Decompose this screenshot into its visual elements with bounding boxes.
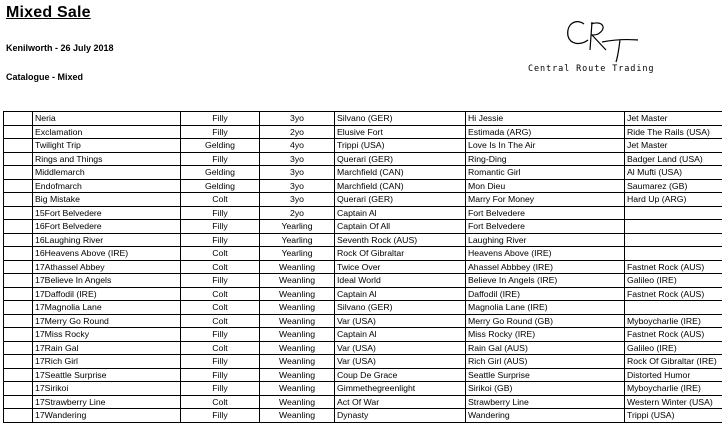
dam-cell: Hi Jessie — [466, 112, 625, 126]
table-row — [4, 301, 722, 315]
age-cell: Weanling — [260, 328, 335, 342]
broodmare-sire-cell: Trippi (USA) — [625, 409, 722, 423]
broodmare-sire-cell: Myboycharlie (IRE) — [625, 382, 722, 396]
age-cell: 2yo — [260, 206, 335, 220]
table-row — [4, 233, 722, 247]
dam-cell: Miss Rocky (IRE) — [466, 328, 625, 342]
age-cell: Weanling — [260, 287, 335, 301]
sex-cell: Filly — [181, 206, 260, 220]
sire-cell: Silvano (GER) — [335, 112, 466, 126]
sire-cell: Dynasty — [335, 409, 466, 423]
horse-name-cell: 17Believe In Angels — [33, 274, 181, 288]
dam-cell: Believe In Angels (IRE) — [466, 274, 625, 288]
horse-name-cell: 17Rich Girl — [33, 355, 181, 369]
horse-name-cell: Twilight Trip — [33, 139, 181, 153]
age-cell: 2yo — [260, 125, 335, 139]
table-row — [4, 382, 722, 396]
lot-number-cell — [4, 193, 33, 207]
table-row — [4, 152, 722, 166]
broodmare-sire-cell — [625, 247, 722, 261]
horse-name-cell: Middlemarch — [33, 166, 181, 180]
broodmare-sire-cell: Fastnet Rock (AUS) — [625, 328, 722, 342]
horse-name-cell: 17Magnolia Lane — [33, 301, 181, 315]
broodmare-sire-cell: Badger Land (USA) — [625, 152, 722, 166]
table-row — [4, 409, 722, 423]
sire-cell: Var (USA) — [335, 355, 466, 369]
lot-number-cell — [4, 206, 33, 220]
table-row — [4, 260, 722, 274]
sex-cell: Gelding — [181, 166, 260, 180]
dam-cell: Rich Girl (AUS) — [466, 355, 625, 369]
lot-number-cell — [4, 328, 33, 342]
lot-number-cell — [4, 220, 33, 234]
horse-name-cell: Neria — [33, 112, 181, 126]
age-cell: Weanling — [260, 341, 335, 355]
sex-cell: Filly — [181, 233, 260, 247]
sex-cell: Filly — [181, 152, 260, 166]
dam-cell: Rain Gal (AUS) — [466, 341, 625, 355]
dam-cell: Ring-Ding — [466, 152, 625, 166]
age-cell: 4yo — [260, 139, 335, 153]
age-cell: Weanling — [260, 409, 335, 423]
lot-number-cell — [4, 139, 33, 153]
dam-cell: Strawberry Line — [466, 395, 625, 409]
age-cell: 3yo — [260, 166, 335, 180]
sire-cell: Var (USA) — [335, 314, 466, 328]
table-row — [4, 355, 722, 369]
broodmare-sire-cell: Fastnet Rock (AUS) — [625, 287, 722, 301]
lot-number-cell — [4, 166, 33, 180]
sire-cell: Captain Al — [335, 287, 466, 301]
dam-cell: Ahassel Abbbey (IRE) — [466, 260, 625, 274]
sex-cell: Colt — [181, 341, 260, 355]
broodmare-sire-cell — [625, 301, 722, 315]
sex-cell: Filly — [181, 112, 260, 126]
lot-number-cell — [4, 395, 33, 409]
sire-cell: Ideal World — [335, 274, 466, 288]
table-row — [4, 341, 722, 355]
broodmare-sire-cell: Distorted Humor — [625, 368, 722, 382]
broodmare-sire-cell: Hard Up (ARG) — [625, 193, 722, 207]
dam-cell: Fort Belvedere — [466, 220, 625, 234]
table-row — [4, 220, 722, 234]
age-cell: Weanling — [260, 274, 335, 288]
table-row — [4, 139, 722, 153]
broodmare-sire-cell — [625, 220, 722, 234]
table-row — [4, 166, 722, 180]
table-row — [4, 274, 722, 288]
lot-number-cell — [4, 260, 33, 274]
sire-cell: Marchfield (CAN) — [335, 179, 466, 193]
horse-name-cell: Exclamation — [33, 125, 181, 139]
broodmare-sire-cell: Galileo (IRE) — [625, 341, 722, 355]
broodmare-sire-cell: Jet Master — [625, 139, 722, 153]
company-name: Central Route Trading — [528, 64, 655, 74]
horse-name-cell: 16Heavens Above (IRE) — [33, 247, 181, 261]
age-cell: Weanling — [260, 355, 335, 369]
horse-name-cell: 17Strawberry Line — [33, 395, 181, 409]
lot-number-cell — [4, 152, 33, 166]
lot-number-cell — [4, 274, 33, 288]
table-row — [4, 395, 722, 409]
sex-cell: Colt — [181, 247, 260, 261]
dam-cell: Merry Go Round (GB) — [466, 314, 625, 328]
sex-cell: Colt — [181, 193, 260, 207]
age-cell: Yearling — [260, 220, 335, 234]
sire-cell: Trippi (USA) — [335, 139, 466, 153]
table-row — [4, 112, 722, 126]
sire-cell: Coup De Grace — [335, 368, 466, 382]
table-row — [4, 179, 722, 193]
sire-cell: Marchfield (CAN) — [335, 166, 466, 180]
sire-cell: Captain Al — [335, 328, 466, 342]
lot-number-cell — [4, 179, 33, 193]
age-cell: Weanling — [260, 314, 335, 328]
lot-number-cell — [4, 287, 33, 301]
sire-cell: Captain Al — [335, 206, 466, 220]
age-cell: Weanling — [260, 395, 335, 409]
sex-cell: Filly — [181, 355, 260, 369]
age-cell: 3yo — [260, 112, 335, 126]
broodmare-sire-cell: Jet Master — [625, 112, 722, 126]
sex-cell: Filly — [181, 328, 260, 342]
sex-cell: Colt — [181, 301, 260, 315]
lot-number-cell — [4, 355, 33, 369]
age-cell: 3yo — [260, 179, 335, 193]
table-row — [4, 368, 722, 382]
horse-name-cell: 16Laughing River — [33, 233, 181, 247]
lot-number-cell — [4, 314, 33, 328]
lot-number-cell — [4, 341, 33, 355]
sex-cell: Filly — [181, 382, 260, 396]
dam-cell: Estimada (ARG) — [466, 125, 625, 139]
sire-cell: Gimmethegreenlight — [335, 382, 466, 396]
broodmare-sire-cell — [625, 233, 722, 247]
sire-cell: Elusive Fort — [335, 125, 466, 139]
dam-cell: Seattle Surprise — [466, 368, 625, 382]
sire-cell: Rock Of Gibraltar — [335, 247, 466, 261]
horse-name-cell: 16Fort Belvedere — [33, 220, 181, 234]
horse-name-cell: 17Daffodil (IRE) — [33, 287, 181, 301]
catalogue-label: Catalogue - Mixed — [6, 72, 84, 82]
lot-number-cell — [4, 368, 33, 382]
sale-catalogue-table — [3, 111, 722, 423]
sex-cell: Colt — [181, 287, 260, 301]
table-row — [4, 247, 722, 261]
dam-cell: Mon Dieu — [466, 179, 625, 193]
broodmare-sire-cell: Fastnet Rock (AUS) — [625, 260, 722, 274]
table-row — [4, 314, 722, 328]
broodmare-sire-cell: Myboycharlie (IRE) — [625, 314, 722, 328]
dam-cell: Marry For Money — [466, 193, 625, 207]
table-row — [4, 206, 722, 220]
broodmare-sire-cell — [625, 206, 722, 220]
sire-cell: Var (USA) — [335, 341, 466, 355]
sire-cell: Seventh Rock (AUS) — [335, 233, 466, 247]
horse-name-cell: 17Athassel Abbey — [33, 260, 181, 274]
horse-name-cell: Endofmarch — [33, 179, 181, 193]
broodmare-sire-cell: Western Winter (USA) — [625, 395, 722, 409]
horse-name-cell: 15Fort Belvedere — [33, 206, 181, 220]
dam-cell: Laughing River — [466, 233, 625, 247]
broodmare-sire-cell: Galileo (IRE) — [625, 274, 722, 288]
lot-number-cell — [4, 409, 33, 423]
table-row — [4, 287, 722, 301]
age-cell: Yearling — [260, 233, 335, 247]
dam-cell: Sirikoi (GB) — [466, 382, 625, 396]
dam-cell: Heavens Above (IRE) — [466, 247, 625, 261]
age-cell: Yearling — [260, 247, 335, 261]
table-row — [4, 125, 722, 139]
sex-cell: Filly — [181, 125, 260, 139]
sex-cell: Gelding — [181, 139, 260, 153]
horse-name-cell: 17Miss Rocky — [33, 328, 181, 342]
dam-cell: Wandering — [466, 409, 625, 423]
dam-cell: Romantic Girl — [466, 166, 625, 180]
page-title: Mixed Sale — [6, 4, 91, 21]
horse-name-cell: 17Sirikoi — [33, 382, 181, 396]
horse-name-cell: 17Rain Gal — [33, 341, 181, 355]
sex-cell: Colt — [181, 314, 260, 328]
horse-name-cell: 17Wandering — [33, 409, 181, 423]
lot-number-cell — [4, 112, 33, 126]
lot-number-cell — [4, 233, 33, 247]
sex-cell: Gelding — [181, 179, 260, 193]
sex-cell: Filly — [181, 368, 260, 382]
lot-number-cell — [4, 125, 33, 139]
dam-cell: Fort Belvedere — [466, 206, 625, 220]
lot-number-cell — [4, 301, 33, 315]
horse-name-cell: 17Seattle Surprise — [33, 368, 181, 382]
age-cell: Weanling — [260, 260, 335, 274]
table-row — [4, 328, 722, 342]
sire-cell: Silvano (GER) — [335, 301, 466, 315]
horse-name-cell: Big Mistake — [33, 193, 181, 207]
sex-cell: Filly — [181, 409, 260, 423]
dam-cell: Love Is In The Air — [466, 139, 625, 153]
sire-cell: Querari (GER) — [335, 193, 466, 207]
broodmare-sire-cell: Saumarez (GB) — [625, 179, 722, 193]
sire-cell: Captain Of All — [335, 220, 466, 234]
lot-number-cell — [4, 247, 33, 261]
dam-cell: Magnolia Lane (IRE) — [466, 301, 625, 315]
table-row — [4, 193, 722, 207]
horse-name-cell: Rings and Things — [33, 152, 181, 166]
sex-cell: Colt — [181, 395, 260, 409]
age-cell: Weanling — [260, 301, 335, 315]
broodmare-sire-cell: Al Mufti (USA) — [625, 166, 722, 180]
sex-cell: Filly — [181, 274, 260, 288]
age-cell: 3yo — [260, 152, 335, 166]
age-cell: Weanling — [260, 382, 335, 396]
lot-number-cell — [4, 382, 33, 396]
sire-cell: Act Of War — [335, 395, 466, 409]
sire-cell: Querari (GER) — [335, 152, 466, 166]
broodmare-sire-cell: Ride The Rails (USA) — [625, 125, 722, 139]
age-cell: Weanling — [260, 368, 335, 382]
company-logo — [522, 10, 682, 78]
sex-cell: Colt — [181, 260, 260, 274]
sex-cell: Filly — [181, 220, 260, 234]
sire-cell: Twice Over — [335, 260, 466, 274]
crt-monogram-icon — [562, 10, 642, 64]
age-cell: 3yo — [260, 193, 335, 207]
broodmare-sire-cell: Rock Of Gibraltar (IRE) — [625, 355, 722, 369]
sale-venue-date: Kenilworth - 26 July 2018 — [6, 43, 114, 53]
horse-name-cell: 17Merry Go Round — [33, 314, 181, 328]
dam-cell: Daffodil (IRE) — [466, 287, 625, 301]
